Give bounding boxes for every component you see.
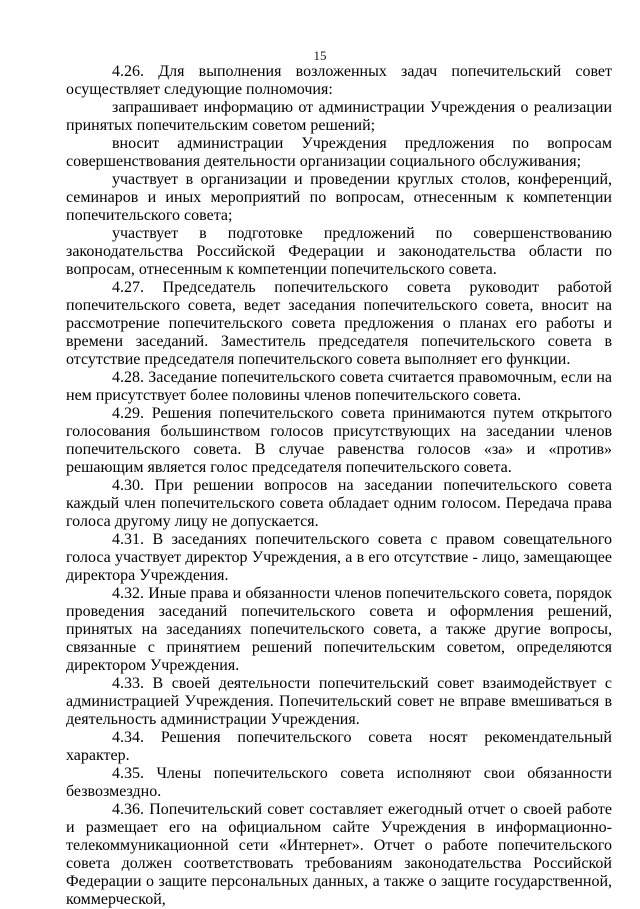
list-item-proposals: вносит администрации Учреждения предложения по вопросам совершенствования деятельности организации социального обслуживания; bbox=[66, 135, 612, 170]
paragraph-4-35: 4.35. Члены попечительского совета исполняют свои обязанности безвозмездно. bbox=[66, 765, 612, 800]
paragraph-4-28: 4.28. Заседание попечительского совета считается правомочным, если на нем присутствует более половины членов попечительского совета. bbox=[66, 369, 612, 404]
document-body bbox=[66, 63, 612, 909]
paragraph-4-33: 4.33. В своей деятельности попечительский совет взаимодействует с администрацией Учреждения. Попечительский совет не вправе вмешиваться в деятельность администрации Учреждения. bbox=[66, 675, 612, 728]
paragraph-4-29: 4.29. Решения попечительского совета принимаются путем открытого голосования большинством голосов присутствующих на заседании членов попечительского совета. В случае равенства голосов «за» и «против» решающим является голос председателя попечительского совета. bbox=[66, 405, 612, 476]
paragraph-4-32: 4.32. Иные права и обязанности членов попечительского совета, порядок проведения заседаний попечительского совета и оформления решений, принятых на заседаниях попечительского совета, а также другие вопросы, связанные с принятием решений попечительским советом, определяются директором Учреждения. bbox=[66, 585, 612, 674]
paragraph-4-36: 4.36. Попечительский совет составляет ежегодный отчет о своей работе и размещает его на официальном сайте Учреждения в информационно-телекоммуникационной сети «Интернет». Отчет о работе попечительского совета должен соответствовать требованиям законодательства Российской Федерации о защите персональных данных, а также о защите государственной, коммерческой, bbox=[66, 801, 612, 908]
paragraph-4-26: 4.26. Для выполнения возложенных задач попечительский совет осуществляет следующие полномочия: bbox=[66, 63, 612, 98]
paragraph-4-34: 4.34. Решения попечительского совета носят рекомендательный характер. bbox=[66, 729, 612, 764]
page-number: 15 bbox=[313, 48, 327, 63]
list-item-events: участвует в организации и проведении круглых столов, конференций, семинаров и иных мероприятий по вопросам, отнесенным к компетенции попечительского совета; bbox=[66, 171, 612, 224]
paragraph-4-27: 4.27. Председатель попечительского совета руководит работой попечительского совета, ведет заседания попечительского совета, вносит на рассмотрение попечительского совета предложения о планах его работы и времени заседаний. Заместитель председателя попечительского совета в отсутствие председателя попечительского совета выполняет его функции. bbox=[66, 279, 612, 368]
paragraph-4-30: 4.30. При решении вопросов на заседании попечительского совета каждый член попечительского совета обладает одним голосом. Передача права голоса другому лицу не допускается. bbox=[66, 477, 612, 530]
paragraph-4-31: 4.31. В заседаниях попечительского совета с правом совещательного голоса участвует директор Учреждения, а в его отсутствие - лицо, замещающее директора Учреждения. bbox=[66, 531, 612, 584]
list-item-request-info: запрашивает информацию от администрации Учреждения о реализации принятых попечительским советом решений; bbox=[66, 99, 612, 134]
list-item-legislation: участвует в подготовке предложений по совершенствованию законодательства Российской Федерации и законодательства области по вопросам, отнесенным к компетенции попечительского совета. bbox=[66, 225, 612, 278]
